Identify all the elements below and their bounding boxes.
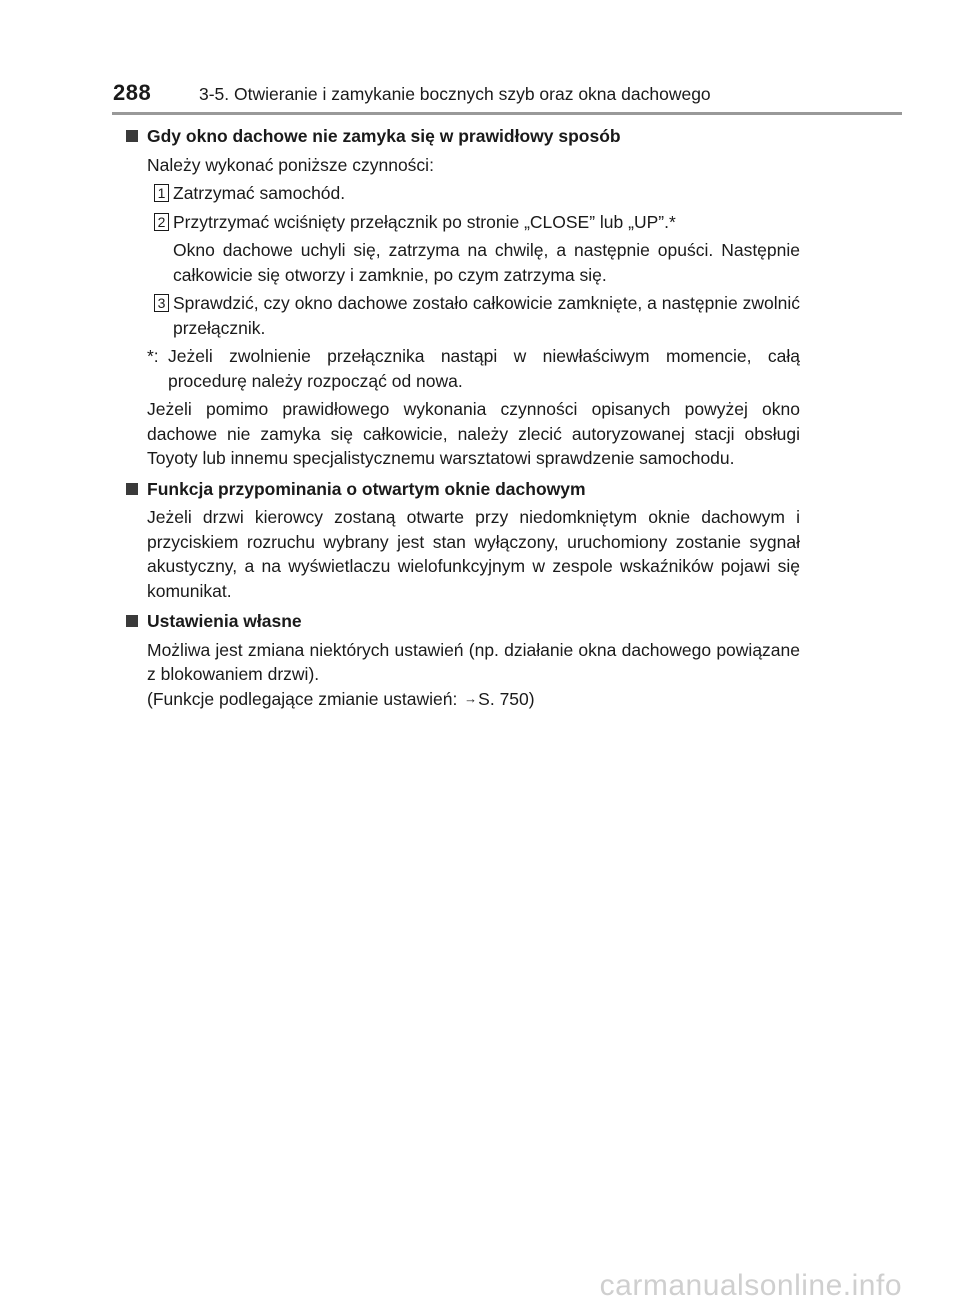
step-text: Sprawdzić, czy okno dachowe zostało całkowicie zamknięte, a następnie zwolnić przełącznik. xyxy=(173,293,800,338)
section-sunroof-not-closing xyxy=(126,124,800,471)
footnote xyxy=(147,344,800,393)
step-item xyxy=(147,181,800,206)
intro-text: Należy wykonać poniższe czynności: xyxy=(147,154,434,175)
body-paragraph: Jeżeli drzwi kierowcy zostaną otwarte przy niedomkniętym oknie dachowym i przyciskiem rozruchu wybrany jest stan wyłączony, uruchomiony zostanie sygnał akustyczny, a na wyświetlaczu wielofunkcyjnym w zespole wskaźników pojawi się komunikat. xyxy=(147,507,800,601)
heading-text: Funkcja przypominania o otwartym oknie dachowym xyxy=(147,478,586,499)
step-item xyxy=(147,291,800,340)
header-divider xyxy=(112,112,902,115)
footnote-mark: *: xyxy=(147,346,159,366)
section-reminder-function xyxy=(126,477,800,604)
reference-prefix: (Funkcje podlegające zmianie ustawień: xyxy=(147,688,463,709)
square-bullet-icon xyxy=(126,615,138,627)
arrow-right-icon: → xyxy=(464,690,478,706)
page-reference-link[interactable]: S. 750 xyxy=(478,688,529,709)
step-text: Zatrzymać samochód. xyxy=(173,183,346,203)
reference-suffix: ) xyxy=(528,688,535,709)
step-note: Okno dachowe uchyli się, zatrzyma na chwilę, a następnie opuści. Następnie całkowicie się otworzy i zamknie, po czym zatrzyma się. xyxy=(173,240,800,285)
step-number-badge: 3 xyxy=(154,294,169,312)
page-number: 288 xyxy=(113,80,152,105)
watermark: carmanualsonline.info xyxy=(599,1269,902,1302)
step-text: Przytrzymać wciśnięty przełącznik po stronie „CLOSE” lub „UP”.* xyxy=(173,211,676,232)
body-text: Możliwa jest zmiana niektórych ustawień (np. działanie okna dachowego powiązane z blokowaniem drzwi). xyxy=(147,639,800,684)
body-paragraph xyxy=(147,638,800,712)
page-content xyxy=(126,124,800,717)
section-heading xyxy=(126,124,800,149)
page-header xyxy=(0,0,960,116)
section-customization xyxy=(126,609,800,711)
heading-text: Ustawienia własne xyxy=(147,611,302,631)
step-item xyxy=(147,210,800,235)
section-heading xyxy=(126,609,800,634)
square-bullet-icon xyxy=(126,483,138,495)
heading-text: Gdy okno dachowe nie zamyka się w prawidłowy sposób xyxy=(147,126,621,146)
square-bullet-icon xyxy=(126,130,138,142)
footnote-text: Jeżeli zwolnienie przełącznika nastąpi w niewłaściwym momencie, całą procedurę należy rozpocząć od nowa. xyxy=(168,346,800,391)
section-title: 3-5. Otwieranie i zamykanie bocznych szyb oraz okna dachowego xyxy=(199,84,711,104)
step-number-badge: 2 xyxy=(154,213,169,231)
body-paragraph: Jeżeli pomimo prawidłowego wykonania czynności opisanych powyżej okno dachowe nie zamyka się całkowicie, należy zlecić autoryzowanej stacji obsługi Toyoty lub innemu specjalistycznemu warsztatowi sprawdzenie samochodu. xyxy=(147,399,800,468)
section-heading xyxy=(126,477,800,502)
step-number-badge: 1 xyxy=(154,184,169,202)
